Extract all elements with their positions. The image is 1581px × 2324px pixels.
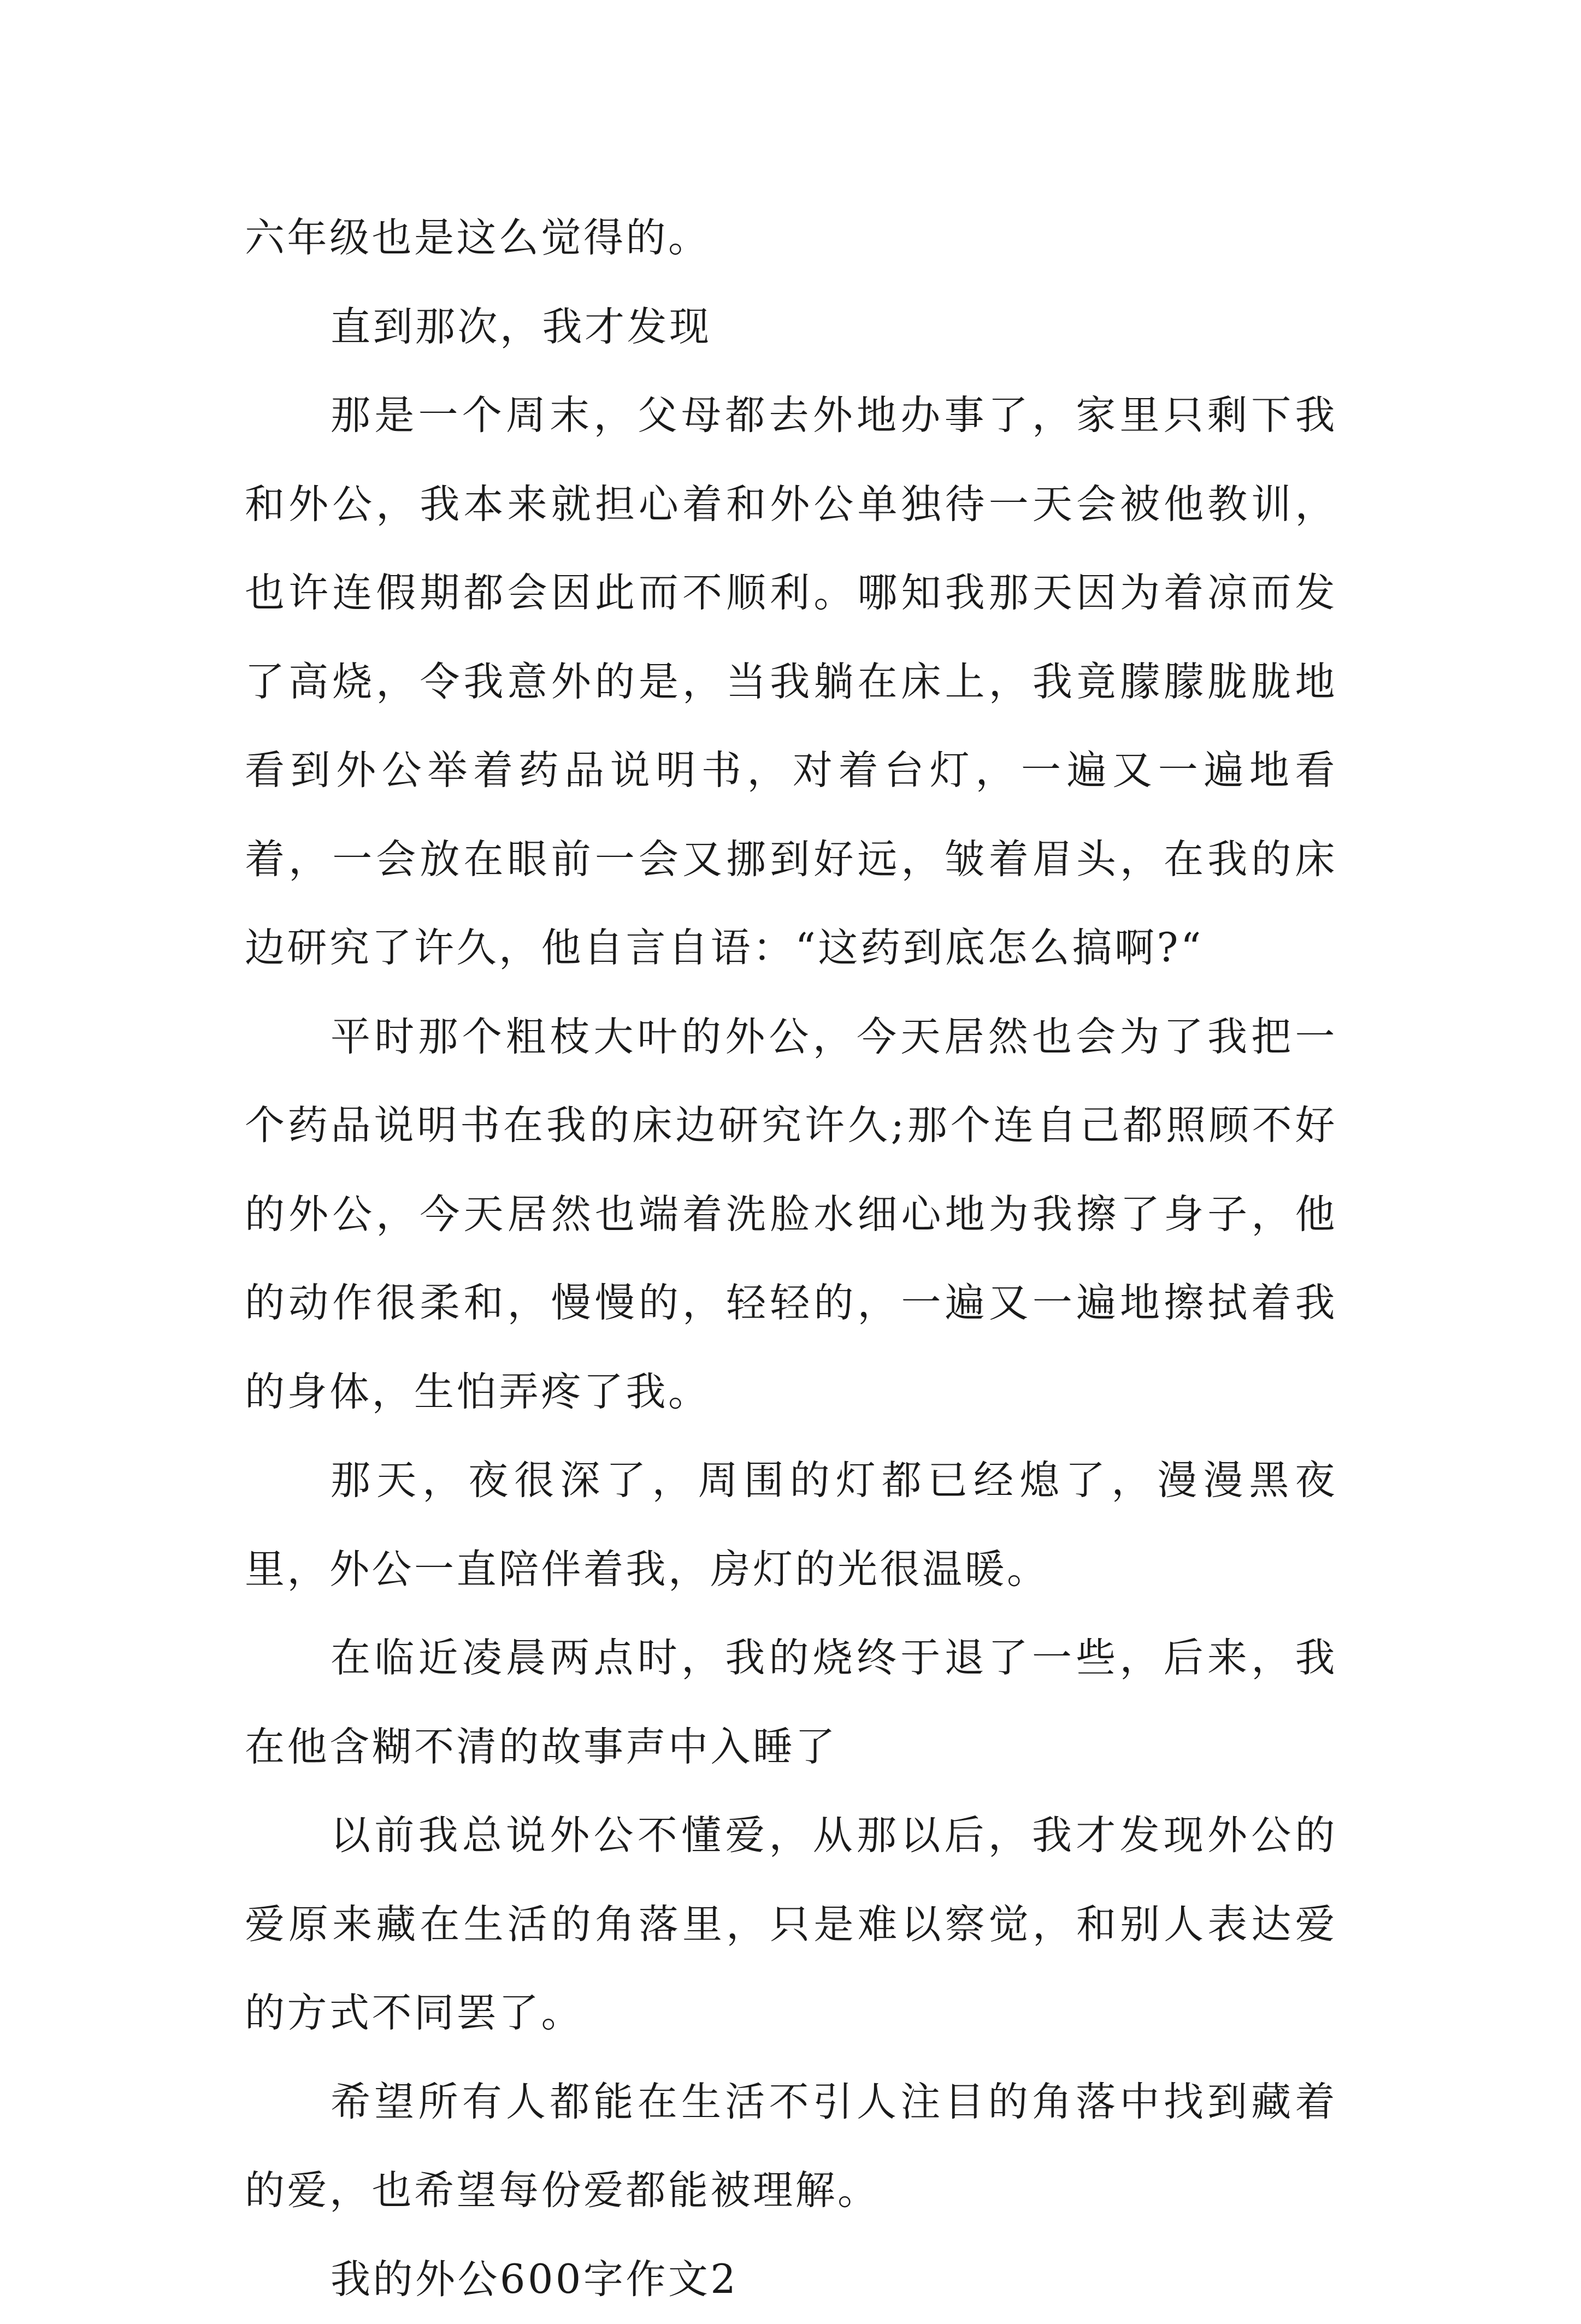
paragraph-1: 六年级也是这么觉得的。 [245,194,1337,283]
paragraph-7: 以前我总说外公不懂爱，从那以后，我才发现外公的爱原来藏在生活的角落里，只是难以察觉，和别人表达爱的方式不同罢了。 [245,1791,1337,2058]
paragraph-8: 希望所有人都能在生活不引人注目的角落中找到藏着的爱，也希望每份爱都能被理解。 [245,2058,1337,2236]
paragraph-5: 那天，夜很深了，周围的灯都已经熄了，漫漫黑夜里，外公一直陪伴着我，房灯的光很温暖。 [245,1436,1337,1614]
paragraph-3: 那是一个周末，父母都去外地办事了，家里只剩下我和外公，我本来就担心着和外公单独待一天会被他教训，也许连假期都会因此而不顺利。哪知我那天因为着凉而发了高烧，令我意外的是，当我躺在床上，我竟朦朦胧胧地看到外公举着药品说明书，对着台灯，一遍又一遍地看着，一会放在眼前一会又挪到好远，皱着眉头，在我的床边研究了许久，他自言自语：“这药到底怎么搞啊?“ [245,371,1337,993]
section-heading: 我的外公600字作文2 [245,2236,1337,2324]
paragraph-6: 在临近凌晨两点时，我的烧终于退了一些，后来，我在他含糊不清的故事声中入睡了 [245,1614,1337,1791]
paragraph-4: 平时那个粗枝大叶的外公，今天居然也会为了我把一个药品说明书在我的床边研究许久;那个连自己都照顾不好的外公，今天居然也端着洗脸水细心地为我擦了身子，他的动作很柔和，慢慢的，轻轻的，一遍又一遍地擦拭着我的身体，生怕弄疼了我。 [245,993,1337,1437]
document-body [245,194,1337,2324]
paragraph-2: 直到那次，我才发现 [245,283,1337,372]
